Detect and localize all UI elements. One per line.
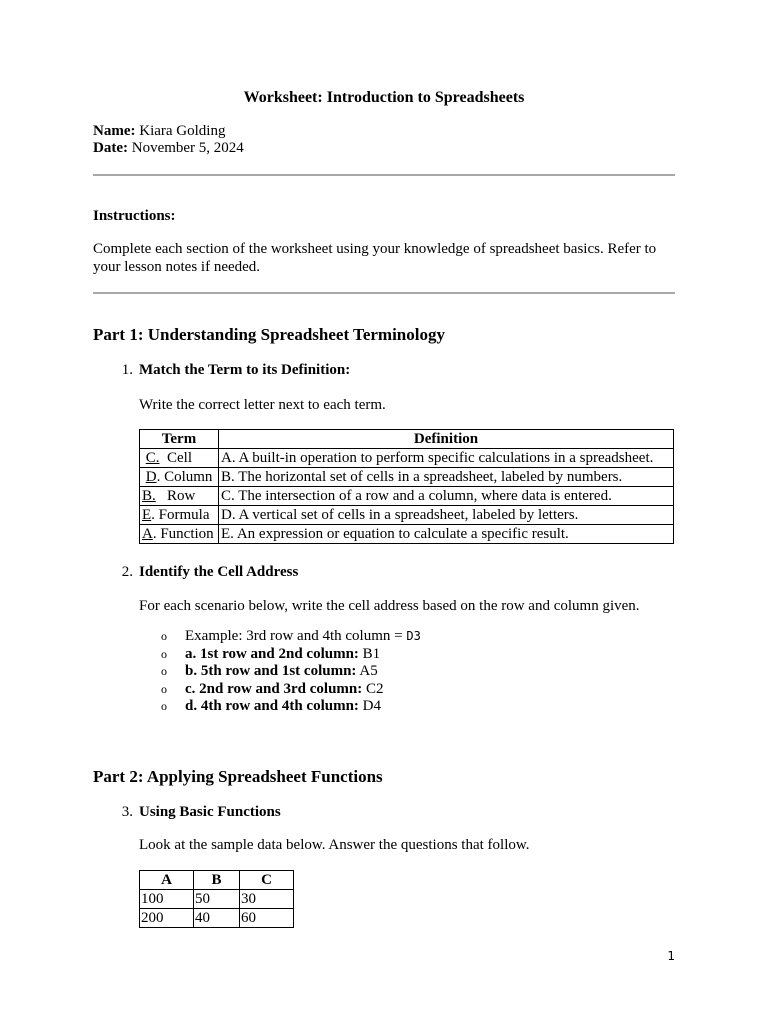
definition-cell: A. A built-in operation to perform specific calculations in a spreadsheet.: [219, 449, 674, 468]
answer-letter: C.: [145, 450, 160, 466]
question-2-number: 2.: [121, 564, 133, 580]
item-label: c. 2nd row and 3rd column:: [185, 680, 363, 697]
item-answer: B1: [362, 645, 381, 662]
page-title: Worksheet: Introduction to Spreadsheets: [243, 89, 525, 106]
column-header: B: [194, 871, 240, 890]
item-label: b. 5th row and 1st column:: [185, 663, 357, 679]
term-name: Row: [167, 488, 196, 504]
item-answer: C2: [366, 680, 384, 697]
page-number: 1: [667, 949, 675, 963]
item-label: a. 1st row and 2nd column:: [185, 645, 359, 662]
name-line: [93, 123, 244, 140]
answer-letter: E: [142, 507, 152, 523]
definition-cell: D. A vertical set of cells in a spreadsheet, labeled by letters.: [219, 506, 674, 525]
item-answer: A5: [359, 663, 378, 679]
term-name: . Column: [156, 469, 213, 485]
divider-top: [93, 174, 675, 176]
table-cell: 200: [140, 909, 194, 928]
item-label: d. 4th row and 4th column:: [185, 698, 359, 714]
table-row: [140, 487, 674, 506]
bullet-mark: o: [161, 681, 167, 696]
answer-letter: A: [142, 526, 153, 542]
answer-letter: D: [145, 469, 157, 485]
question-3-number: 3.: [121, 804, 133, 820]
part2-heading: Part 2: Applying Spreadsheet Functions: [93, 767, 383, 786]
bullet-mark: o: [161, 699, 167, 713]
sample-data-table: [139, 870, 294, 928]
column-header: A: [140, 871, 194, 890]
question-1-title: Match the Term to its Definition:: [139, 362, 351, 378]
table-cell: 100: [140, 890, 194, 909]
question-3-title: Using Basic Functions: [139, 804, 281, 820]
date-label: Date:: [93, 140, 128, 156]
definition-cell: B. The horizontal set of cells in a spreadsheet, labeled by numbers.: [219, 468, 674, 487]
table-cell: 30: [240, 890, 294, 909]
list-item: [139, 681, 421, 699]
table-row: [140, 909, 294, 928]
date-line: [93, 140, 244, 157]
date-value: November 5, 2024: [131, 140, 244, 156]
terms-table-header: [140, 430, 674, 449]
list-item: [139, 646, 421, 664]
term-header: Term: [140, 430, 219, 449]
question-2-prompt: For each scenario below, write the cell address based on the row and column given.: [139, 598, 640, 614]
cell-address-list: [139, 628, 421, 716]
table-row: [140, 506, 674, 525]
table-row: [140, 449, 674, 468]
part1-heading: Part 1: Understanding Spreadsheet Terminology: [93, 325, 445, 344]
term-cell: [140, 468, 219, 487]
question-2-title: Identify the Cell Address: [139, 564, 299, 580]
table-row: [140, 890, 294, 909]
term-cell: [140, 506, 219, 525]
table-row: [140, 468, 674, 487]
table-cell: 50: [194, 890, 240, 909]
list-item: [139, 663, 421, 681]
table-row: [140, 525, 674, 544]
table-cell: 40: [194, 909, 240, 928]
term-name: . Formula: [151, 507, 210, 523]
definition-cell: C. The intersection of a row and a column, where data is entered.: [219, 487, 674, 506]
question-1-number: 1.: [121, 362, 133, 378]
example-code: D3: [406, 629, 421, 643]
term-cell: [140, 449, 219, 468]
name-label: Name:: [93, 123, 136, 139]
question-1-prompt: Write the correct letter next to each term.: [139, 397, 386, 413]
name-value: Kiara Golding: [139, 123, 226, 139]
term-cell: [140, 487, 219, 506]
answer-letter: B.: [142, 488, 156, 504]
instructions-text: Complete each section of the worksheet using your knowledge of spreadsheet basics. Refer to your lesson notes if needed.: [93, 241, 657, 275]
instructions-label: Instructions:: [93, 208, 176, 224]
student-info: [93, 123, 244, 157]
divider-bottom: [93, 292, 675, 294]
column-header: C: [240, 871, 294, 890]
item-answer: D4: [362, 698, 382, 714]
bullet-mark: o: [161, 664, 167, 678]
list-item: [139, 698, 421, 716]
terms-table: [139, 429, 674, 544]
example-text: Example: 3rd row and 4th column =: [185, 628, 407, 644]
definition-cell: E. An expression or equation to calculate a specific result.: [219, 525, 674, 544]
question-3-prompt: Look at the sample data below. Answer the questions that follow.: [139, 837, 530, 853]
bullet-mark: o: [161, 629, 167, 643]
term-name: . Function: [152, 526, 214, 542]
sample-table-header: [140, 871, 294, 890]
term-name: Cell: [167, 450, 193, 466]
definition-header: Definition: [219, 430, 674, 449]
list-item: [139, 628, 421, 646]
table-cell: 60: [240, 909, 294, 928]
bullet-mark: o: [161, 646, 167, 661]
term-cell: [140, 525, 219, 544]
